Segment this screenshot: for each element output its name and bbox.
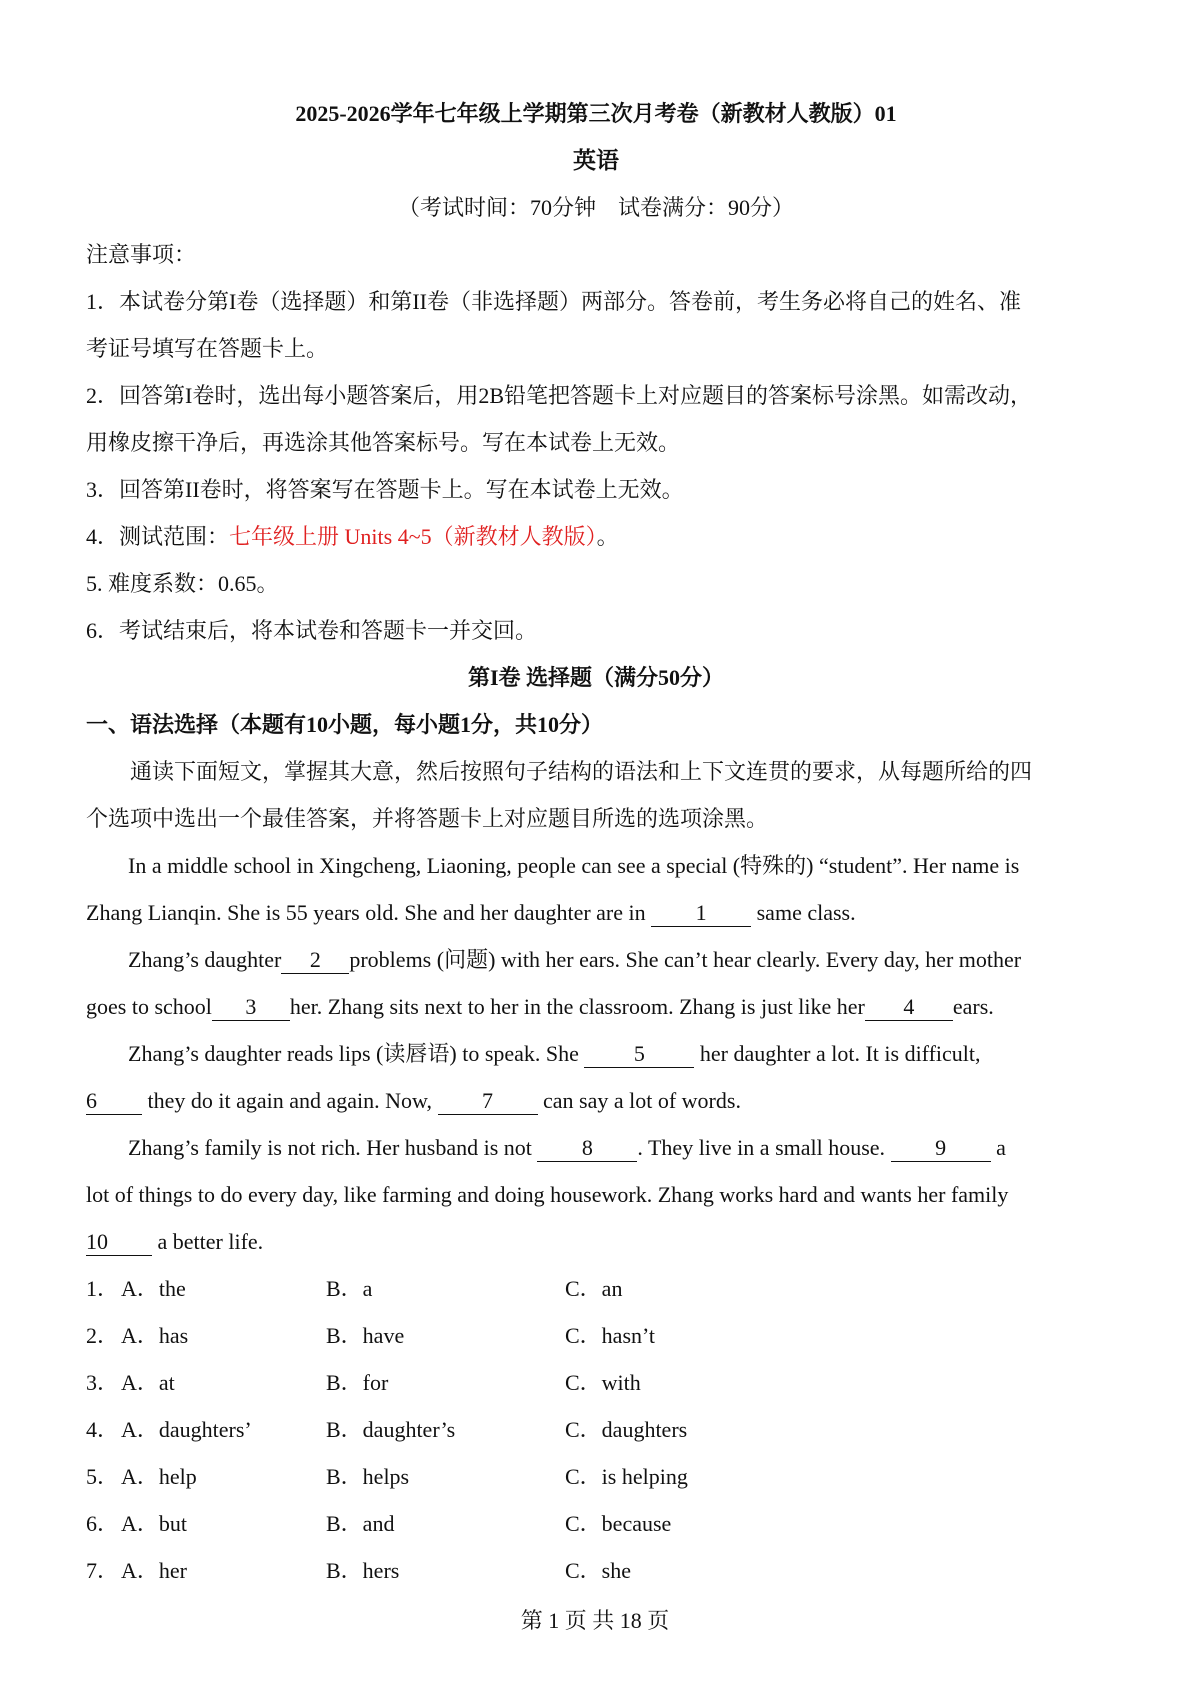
passage-p1-line-1: In a middle school in Xingcheng, Liaoning, people can see a special (特殊的) “student”. Her name is — [128, 853, 1020, 878]
passage-text: a — [990, 1135, 1006, 1160]
passage-p1-line-2 — [86, 889, 1106, 936]
option-c: C．with — [565, 1370, 641, 1395]
passage-p3-line-1 — [86, 1030, 1106, 1077]
question-row — [86, 1453, 1106, 1500]
passage-text: can say a lot of words. — [537, 1088, 741, 1113]
passage-p4-line-2: lot of things to do every day, like farming and doing housework. Zhang works hard and wants her family — [86, 1182, 1009, 1207]
note-item-2-line-2: 用橡皮擦干净后，再选涂其他答案标号。写在本试卷上无效。 — [86, 430, 681, 455]
passage-text: goes to school — [86, 994, 212, 1019]
test-range: 七年级上册 Units 4~5（新教材人教版） — [229, 524, 597, 549]
exam-page — [86, 90, 1106, 1594]
blank-9: 9 — [891, 1135, 991, 1162]
passage-p2-line-2 — [86, 983, 1106, 1030]
passage-text: problems (问题) with her ears. She can’t hear clearly. Every day, her mother — [349, 947, 1022, 972]
blank-2: 2 — [281, 947, 349, 974]
question-number: 3． — [86, 1370, 120, 1395]
blank-6: 6 — [86, 1088, 142, 1115]
question-number: 7． — [86, 1558, 120, 1583]
passage-text: Zhang Lianqin. She is 55 years old. She and her daughter are in — [86, 900, 652, 925]
instructions-line-2: 个选项中选出一个最佳答案，并将答题卡上对应题目所选的选项涂黑。 — [86, 806, 769, 831]
option-c: C．she — [565, 1558, 632, 1583]
question-number: 4． — [86, 1417, 120, 1442]
option-b: B．and — [326, 1511, 395, 1536]
page-footer: 第 1 页 共 18 页 — [520, 1608, 670, 1633]
note-item-3: 3．回答第II卷时，将答案写在答题卡上。写在本试卷上无效。 — [86, 477, 684, 502]
question-number: 5． — [86, 1464, 120, 1489]
option-a: A．her — [121, 1558, 187, 1583]
option-b: B．for — [326, 1370, 389, 1395]
instructions-line-1: 通读下面短文，掌握其大意，然后按照句子结构的语法和上下文连贯的要求，从每题所给的四 — [130, 759, 1033, 784]
passage-text: ears. — [952, 994, 994, 1019]
blank-5: 5 — [584, 1041, 694, 1068]
option-c: C．daughters — [565, 1417, 688, 1442]
option-b: B．a — [326, 1276, 373, 1301]
passage-text: . They live in a small house. — [637, 1135, 891, 1160]
option-c: C．an — [565, 1276, 623, 1301]
passage-text: her. Zhang sits next to her in the classroom. Zhang is just like her — [289, 994, 865, 1019]
option-a: A．at — [121, 1370, 175, 1395]
question-number: 6． — [86, 1511, 120, 1536]
note-item-4-suffix: 。 — [596, 524, 619, 549]
question-row — [86, 1359, 1106, 1406]
option-c: C．because — [565, 1511, 672, 1536]
question-row — [86, 1500, 1106, 1547]
blank-4: 4 — [865, 994, 953, 1021]
option-a: A．daughters’ — [121, 1417, 252, 1442]
option-b: B．have — [326, 1323, 405, 1348]
option-c: C．hasn’t — [565, 1323, 656, 1348]
option-a: A．the — [121, 1276, 186, 1301]
question-list — [86, 1265, 1106, 1594]
option-b: B．hers — [326, 1558, 400, 1583]
passage-p4-line-3 — [86, 1218, 1106, 1265]
blank-10: 10 — [86, 1229, 152, 1256]
exam-info: （考试时间：70分钟 试卷满分：90分） — [397, 195, 794, 220]
notes-heading: 注意事项： — [86, 242, 197, 267]
note-item-1-line-2: 考证号填写在答题卡上。 — [86, 336, 329, 361]
question-row — [86, 1265, 1106, 1312]
passage-p4-line-1 — [86, 1124, 1106, 1171]
passage-text: Zhang’s family is not rich. Her husband is not — [128, 1135, 538, 1160]
blank-8: 8 — [537, 1135, 637, 1162]
option-c: C．is helping — [565, 1464, 688, 1489]
passage-text: they do it again and again. Now, — [142, 1088, 438, 1113]
question-number: 1． — [86, 1276, 120, 1301]
option-b: B．daughter’s — [326, 1417, 456, 1442]
section-heading: 第I卷 选择题（满分50分） — [467, 665, 725, 690]
passage-text: a better life. — [152, 1229, 264, 1254]
note-item-2-line-1: 2．回答第I卷时，选出每小题答案后，用2B铅笔把答题卡上对应题目的答案标号涂黑。如需改动， — [86, 383, 1033, 408]
question-row — [86, 1312, 1106, 1359]
question-number: 2． — [86, 1323, 120, 1348]
note-item-4-prefix: 4．测试范围： — [86, 524, 230, 549]
passage-text: Zhang’s daughter reads lips (读唇语) to speak. She — [128, 1041, 585, 1066]
option-b: B．helps — [326, 1464, 410, 1489]
question-row — [86, 1406, 1106, 1453]
option-a: A．help — [121, 1464, 197, 1489]
option-a: A．but — [121, 1511, 188, 1536]
passage-p2-line-1 — [86, 936, 1106, 983]
passage-p3-line-2 — [86, 1077, 1106, 1124]
passage-text: Zhang’s daughter — [128, 947, 282, 972]
option-a: A．has — [121, 1323, 189, 1348]
passage-text: her daughter a lot. It is difficult, — [694, 1041, 981, 1066]
note-item-5: 5. 难度系数：0.65。 — [86, 571, 279, 596]
subject-heading: 英语 — [573, 148, 619, 173]
note-item-4 — [86, 513, 1106, 560]
blank-7: 7 — [438, 1088, 538, 1115]
blank-1: 1 — [651, 900, 751, 927]
exam-title: 2025-2026学年七年级上学期第三次月考卷（新教材人教版）01 — [295, 101, 897, 126]
part-title: 一、语法选择（本题有10小题，每小题1分，共10分） — [86, 712, 604, 737]
note-item-6: 6．考试结束后，将本试卷和答题卡一并交回。 — [86, 618, 538, 643]
note-item-1-line-1: 1．本试卷分第I卷（选择题）和第II卷（非选择题）两部分。答卷前，考生务必将自己的姓名、准 — [86, 289, 1021, 314]
passage-text: same class. — [751, 900, 856, 925]
blank-3: 3 — [212, 994, 290, 1021]
question-row — [86, 1547, 1106, 1594]
